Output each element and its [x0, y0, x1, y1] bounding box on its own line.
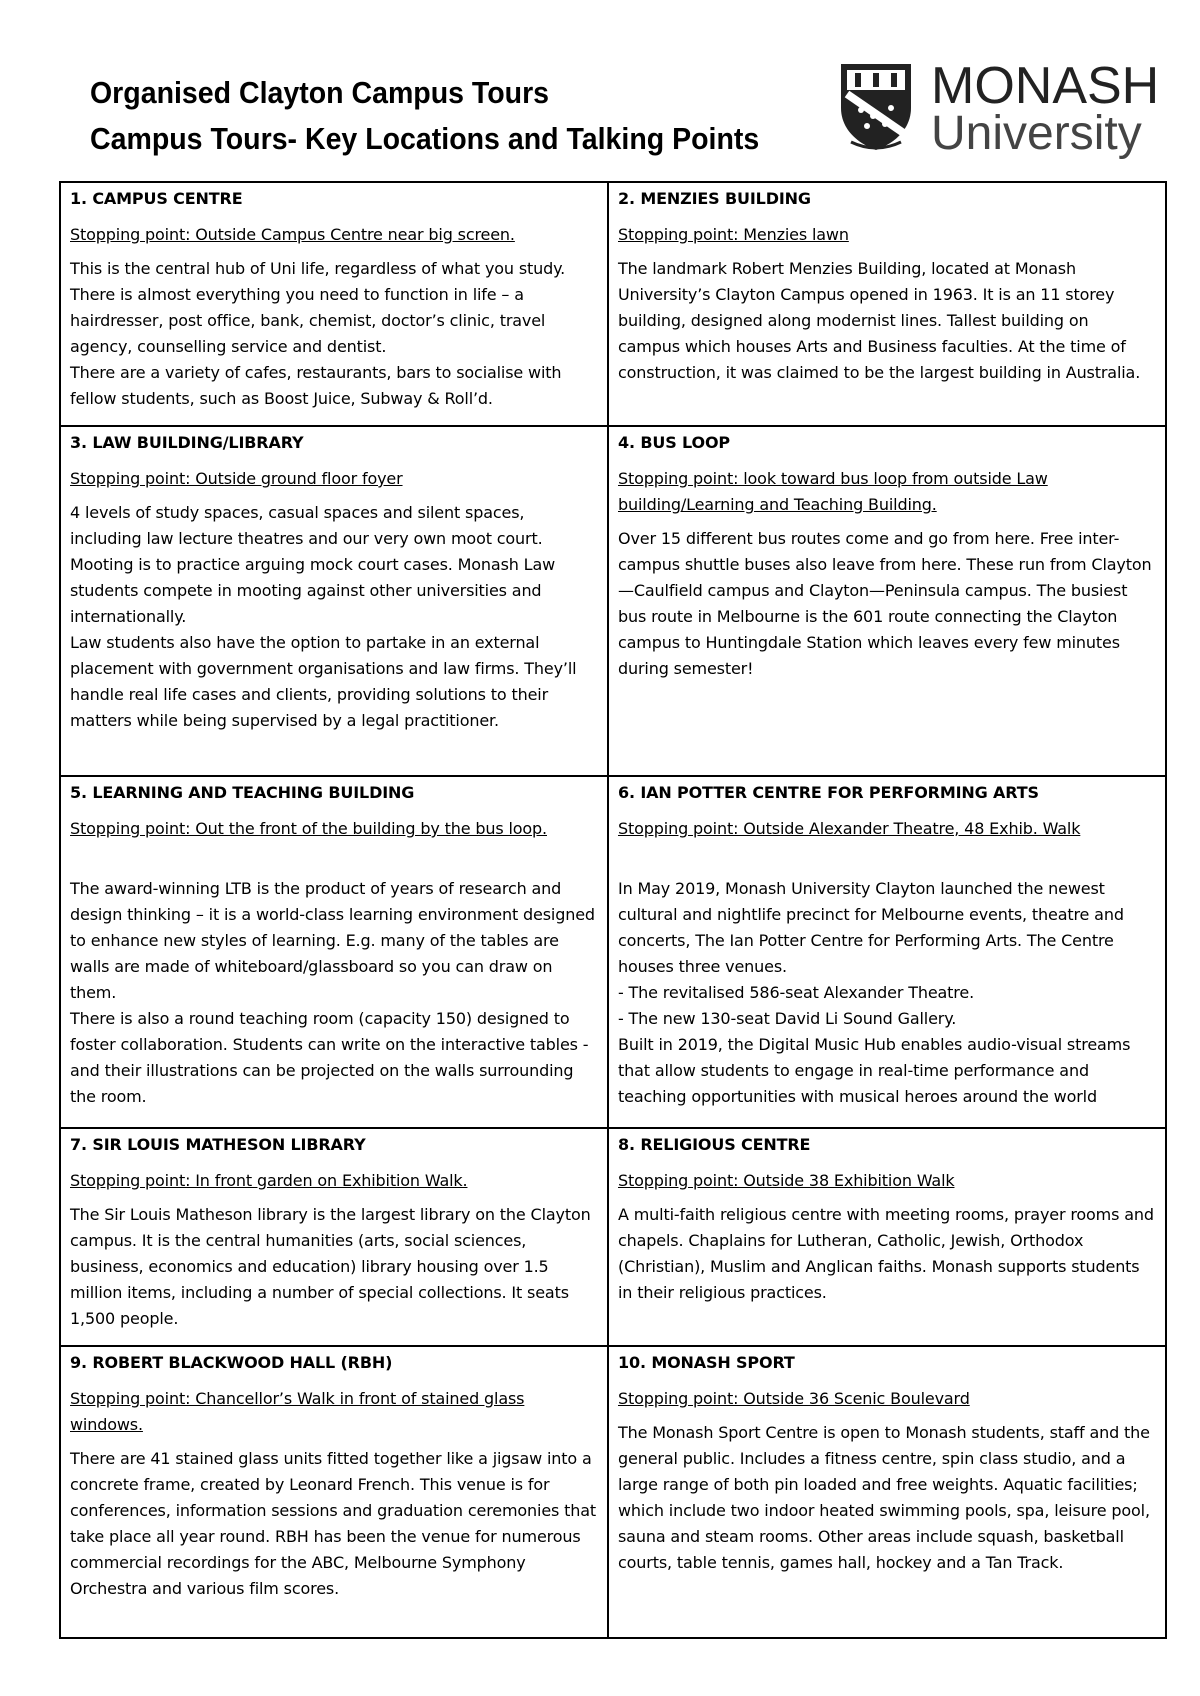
location-title: 4. BUS LOOP	[618, 433, 730, 452]
location-cell-10	[608, 1346, 1166, 1638]
location-cell-6	[608, 776, 1166, 1128]
stopping-point: Stopping point: In front garden on Exhibition Walk.	[70, 1171, 468, 1190]
location-title: 3. LAW BUILDING/LIBRARY	[70, 433, 304, 452]
location-cell-8	[608, 1128, 1166, 1346]
location-text: - The new 130-seat David Li Sound Gallery.	[618, 1009, 957, 1028]
table-row	[60, 182, 1166, 426]
location-title: 1. CAMPUS CENTRE	[70, 189, 243, 208]
location-text: Over 15 different bus routes come and go from here. Free inter-campus shuttle buses also leave from here. These run from Clayton—Caulfield campus and Clayton—Peninsula campus. The busiest bus route in Melbourne is the 601 route connecting the Clayton campus to Huntingdale Station which leaves every few minutes during semester!	[618, 529, 1152, 678]
stopping-point: Stopping point: Out the front of the building by the bus loop.	[70, 819, 547, 838]
location-cell-9	[60, 1346, 608, 1638]
monash-logo	[833, 57, 1160, 160]
location-title: 6. IAN POTTER CENTRE FOR PERFORMING ARTS	[618, 783, 1039, 802]
location-title: 8. RELIGIOUS CENTRE	[618, 1135, 811, 1154]
stopping-point: Stopping point: look toward bus loop from outside Law building/Learning and Teaching Building.	[618, 469, 1048, 514]
table-row	[60, 1128, 1166, 1346]
location-cell-7	[60, 1128, 608, 1346]
location-cell-5	[60, 776, 608, 1128]
location-title: 9. ROBERT BLACKWOOD HALL (RBH)	[70, 1353, 393, 1372]
location-text: This is the central hub of Uni life, regardless of what you study. There is almost everything you need to function in life – a hairdresser, post office, bank, chemist, doctor’s clinic, travel agency, counselling service and dentist.	[70, 259, 566, 356]
logo-name: MONASH	[931, 57, 1160, 115]
location-text: A multi-faith religious centre with meeting rooms, prayer rooms and chapels. Chaplains for Lutheran, Catholic, Jewish, Orthodox (Christian), Muslim and Anglican faiths. Monash supports students in their religious practices.	[618, 1205, 1154, 1302]
logo-wordmark	[931, 57, 1160, 160]
stopping-point: Stopping point: Outside ground floor foyer	[70, 469, 403, 488]
locations-table	[59, 181, 1167, 1639]
location-cell-2	[608, 182, 1166, 426]
location-text: The Sir Louis Matheson library is the largest library on the Clayton campus. It is the central humanities (arts, social sciences, business, economics and education) library housing over 1.5 million items, including a number of special collections. It seats 1,500 people.	[70, 1205, 591, 1328]
table-row	[60, 426, 1166, 776]
location-text: The Monash Sport Centre is open to Monash students, staff and the general public. Includes a fitness centre, spin class studio, and a large range of both pin loaded and free weights. Aquatic facilities; which include two indoor heated swimming pools, spa, leisure pool, sauna and steam rooms. Other areas include squash, basketball courts, table tennis, games hall, hockey and a Tan Track.	[618, 1423, 1150, 1572]
location-cell-1	[60, 182, 608, 426]
location-title: 2. MENZIES BUILDING	[618, 189, 811, 208]
page-title: Organised Clayton Campus Tours	[90, 75, 550, 110]
location-cell-4	[608, 426, 1166, 776]
page-header	[90, 57, 1160, 170]
location-text: In May 2019, Monash University Clayton launched the newest cultural and nightlife precinct for Melbourne events, theatre and concerts, The Ian Potter Centre for Performing Arts. The Centre houses three venues.	[618, 879, 1124, 976]
page-subtitle: Campus Tours- Key Locations and Talking Points	[90, 121, 760, 156]
location-text: Built in 2019, the Digital Music Hub enables audio-visual streams that allow students to engage in real-time performance and teaching opportunities with musical heroes around the world	[618, 1035, 1131, 1106]
table-row	[60, 1346, 1166, 1638]
location-title: 10. MONASH SPORT	[618, 1353, 795, 1372]
location-text: The landmark Robert Menzies Building, located at Monash University’s Clayton Campus opened in 1963. It is an 11 storey building, designed along modernist lines. Tallest building on campus which houses Arts and Business faculties. At the time of construction, it was claimed to be the largest building in Australia.	[618, 259, 1141, 382]
location-cell-3	[60, 426, 608, 776]
location-text: 4 levels of study spaces, casual spaces and silent spaces, including law lecture theatres and our very own moot court. Mooting is to practice arguing mock court cases. Monash Law students compete in mooting against other universities and internationally.	[70, 503, 556, 626]
location-text: The award-winning LTB is the product of years of research and design thinking – it is a world-class learning environment designed to enhance new styles of learning. E.g. many of the tables are walls are made of whiteboard/glassboard so you can draw on them.	[70, 879, 595, 1002]
location-text: There are a variety of cafes, restaurants, bars to socialise with fellow students, such as Boost Juice, Subway & Roll’d.	[70, 363, 562, 408]
location-text: There is also a round teaching room (capacity 150) designed to foster collaboration. Students can write on the interactive tables - and their illustrations can be projected on the walls surrounding the room.	[70, 1009, 589, 1106]
location-title: 5. LEARNING AND TEACHING BUILDING	[70, 783, 415, 802]
location-text: - The revitalised 586-seat Alexander Theatre.	[618, 983, 975, 1002]
stopping-point: Stopping point: Outside 36 Scenic Boulevard	[618, 1389, 970, 1408]
location-text: There are 41 stained glass units fitted together like a jigsaw into a concrete frame, created by Leonard French. This venue is for conferences, information sessions and graduation ceremonies that take place all year round. RBH has been the venue for numerous commercial recordings for the ABC, Melbourne Symphony Orchestra and various film scores.	[70, 1449, 597, 1598]
location-text: Law students also have the option to partake in an external placement with government organisations and law firms. They’ll handle real life cases and clients, providing solutions to their matters while being supervised by a legal practitioner.	[70, 633, 577, 730]
location-title: 7. SIR LOUIS MATHESON LIBRARY	[70, 1135, 366, 1154]
stopping-point: Stopping point: Outside 38 Exhibition Walk	[618, 1171, 955, 1190]
stopping-point: Stopping point: Chancellor’s Walk in front of stained glass windows.	[70, 1389, 525, 1434]
monash-crest-icon	[833, 60, 919, 152]
stopping-point: Stopping point: Menzies lawn	[618, 225, 849, 244]
stopping-point: Stopping point: Outside Alexander Theatre, 48 Exhib. Walk	[618, 819, 1081, 838]
logo-sub: University	[931, 107, 1142, 160]
table-row	[60, 776, 1166, 1128]
stopping-point: Stopping point: Outside Campus Centre near big screen.	[70, 225, 515, 244]
